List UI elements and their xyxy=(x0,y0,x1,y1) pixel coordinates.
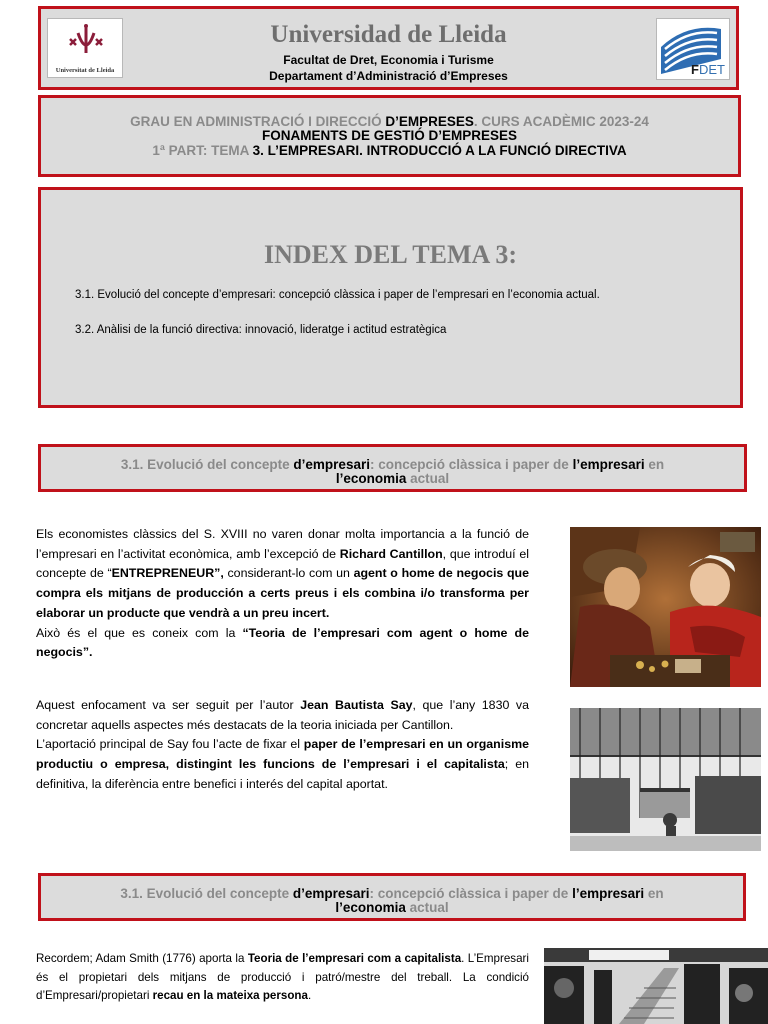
factory-interior-photo xyxy=(544,948,768,1024)
index-title: INDEX DEL TEMA 3: xyxy=(263,240,518,269)
index-box xyxy=(38,187,743,408)
faculty-name: Facultat de Dret, Economia i Turisme xyxy=(283,53,494,67)
paragraph-smith: Recordem; Adam Smith (1776) aporta la Teoria de l’empresari com a capitalista. L’Empresari és el propietari dels mitjans de producció i patró/mestre del treball. La condició d’Empresari/propietari recau en la mateixa persona. xyxy=(36,952,529,1003)
course-info-box xyxy=(38,95,741,177)
fdet-logo xyxy=(656,18,730,80)
money-changers-painting xyxy=(570,527,761,687)
degree-line: GRAU EN ADMINISTRACIÓ I DIRECCIÓ D’EMPRESES. CURS ACADÈMIC 2023-24 xyxy=(130,114,649,129)
section-heading xyxy=(38,444,747,492)
index-item: 3.1. Evolució del concepte d’empresari: concepció clàssica i paper de l’empresari en l’economia actual. xyxy=(75,289,600,301)
section-heading xyxy=(38,873,746,921)
left-logo-caption: Universitat de Lleida xyxy=(55,67,115,74)
paragraph-cantillon: Els economistes clàssics del S. XVIII no varen donar molta importancia a la funció de l’empresari en l’activitat econòmica, amb l’excepció de Richard Cantillon, que introduí el concepte de “ENTREPRENEUR”, considerant-lo com un agent o home de negocis que compra els mitjans de producción a certs preus i els combina i/o transforma per elaborar un producte que vendrà a un preu incert. Això és el que es coneix com la “Teoria de l’empresari com agent o home de negocis”. xyxy=(36,527,529,660)
index-item: 3.2. Anàlisi de la funció directiva: innovació, lideratge i actitud estratègica xyxy=(75,324,447,336)
fdet-label: FDET xyxy=(691,62,725,77)
paragraph-say: Aquest enfocament va ser seguit per l’autor Jean Bautista Say, que l’any 1830 va concretar aquells aspectes més destacats de la teoria iniciada per Cantillon. L’aportació principal de Say fou l’acte de fixar el paper de l’empresari en un organisme productiu o empresa, distingint les funcions de l’empresari i el capitalista; en definitiva, la diferència entre benefici i interés del capital aportat. xyxy=(36,698,529,791)
subject-line: FONAMENTS DE GESTIÓ D’EMPRESES xyxy=(261,128,518,143)
section-heading-line1: 3.1. Evolució del concepte d’empresari: concepció clàssica i paper de l’empresari en xyxy=(120,457,665,472)
university-header xyxy=(38,6,739,90)
section-heading-line2: l’economia actual xyxy=(335,471,450,486)
department-name: Departament d’Administració d’Empreses xyxy=(269,69,508,83)
section-heading-line1: 3.1. Evolució del concepte d’empresari: concepció clàssica i paper de l’empresari en xyxy=(120,886,664,901)
university-title: Universidad de Lleida xyxy=(270,21,507,48)
topic-line: 1ª PART: TEMA 3. L’EMPRESARI. INTRODUCCIÓ A LA FUNCIÓ DIRECTIVA xyxy=(152,143,627,158)
textile-factory-engraving xyxy=(570,708,761,851)
section-heading-line2: l’economia actual xyxy=(335,900,449,915)
